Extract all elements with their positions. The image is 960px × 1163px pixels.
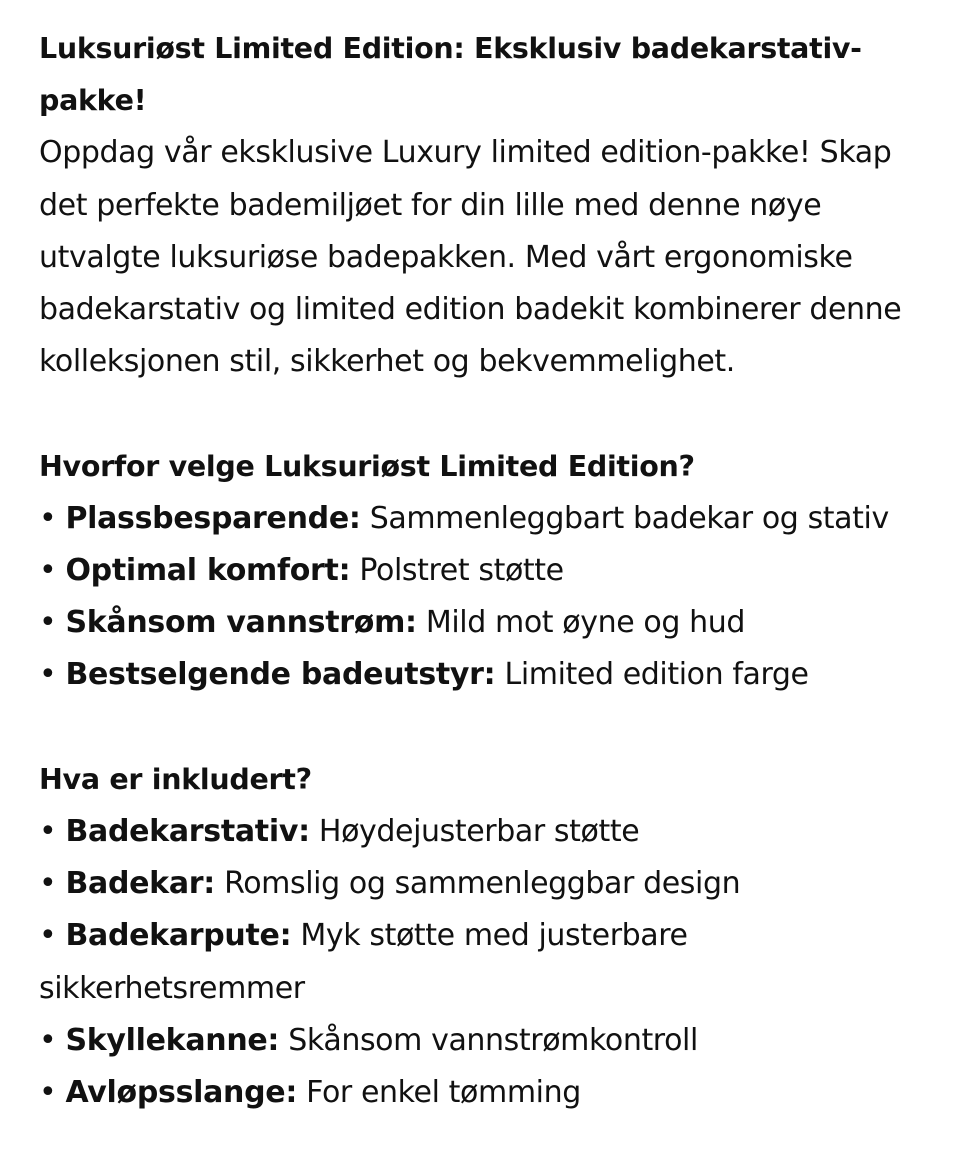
item-term: Skyllekanne:: [65, 1022, 280, 1058]
feature-term: Skånsom vannstrøm:: [65, 605, 417, 641]
included-heading: Hva er inkludert?: [39, 762, 312, 796]
list-item: [39, 597, 930, 649]
spacer: [39, 388, 930, 440]
list-item: [39, 649, 930, 701]
item-text: Romslig og sammenleggbar design: [224, 866, 741, 902]
included-list: [39, 806, 930, 1119]
list-item: [39, 910, 930, 1014]
included-section: [39, 754, 930, 1119]
intro-paragraph: Oppdag vår eksklusive Luxury limited edition-pakke! Skap det perfekte bademiljøet for din lille med denne nøye utvalgte luksuriøse badepakken. Med vårt ergonomiske badekarstativ og limited edition badekit kombinerer denne kolleksjonen stil, sikkerhet og bekvemmelighet.: [39, 135, 902, 380]
list-item: [39, 1015, 930, 1067]
item-term: Avløpsslange:: [65, 1075, 298, 1111]
feature-text: Polstret støtte: [359, 553, 564, 589]
bullet: •: [39, 605, 57, 641]
why-heading: Hvorfor velge Luksuriøst Limited Edition?: [39, 449, 695, 483]
item-text: For enkel tømming: [306, 1075, 581, 1111]
item-text: Myk støtte med justerbare sikkerhetsremmer: [39, 918, 688, 1006]
list-item: [39, 493, 930, 545]
bullet: •: [39, 866, 57, 902]
list-item: [39, 545, 930, 597]
bullet: •: [39, 500, 57, 536]
bullet: •: [39, 553, 57, 589]
bullet: •: [39, 1075, 57, 1111]
list-item: [39, 806, 930, 858]
item-text: Høydejusterbar støtte: [318, 814, 640, 850]
bullet: •: [39, 918, 57, 954]
bullet: •: [39, 657, 57, 693]
item-text: Skånsom vannstrømkontroll: [288, 1022, 698, 1058]
item-term: Badekarpute:: [65, 918, 292, 954]
why-list: [39, 493, 930, 702]
spacer: [39, 702, 930, 754]
product-title: Luksuriøst Limited Edition: Eksklusiv badekarstativ-pakke!: [39, 32, 862, 118]
list-item: [39, 858, 930, 910]
list-item: [39, 1067, 930, 1119]
feature-text: Mild mot øyne og hud: [425, 605, 746, 641]
feature-text: Sammenleggbart badekar og stativ: [369, 500, 889, 536]
item-term: Badekarstativ:: [65, 814, 310, 850]
feature-text: Limited edition farge: [504, 657, 809, 693]
item-term: Badekar:: [65, 866, 215, 902]
bullet: •: [39, 1022, 57, 1058]
feature-term: Plassbesparende:: [65, 500, 361, 536]
feature-term: Optimal komfort:: [65, 553, 351, 589]
feature-term: Bestselgende badeutstyr:: [65, 657, 496, 693]
why-section: [39, 441, 930, 702]
bullet: •: [39, 814, 57, 850]
